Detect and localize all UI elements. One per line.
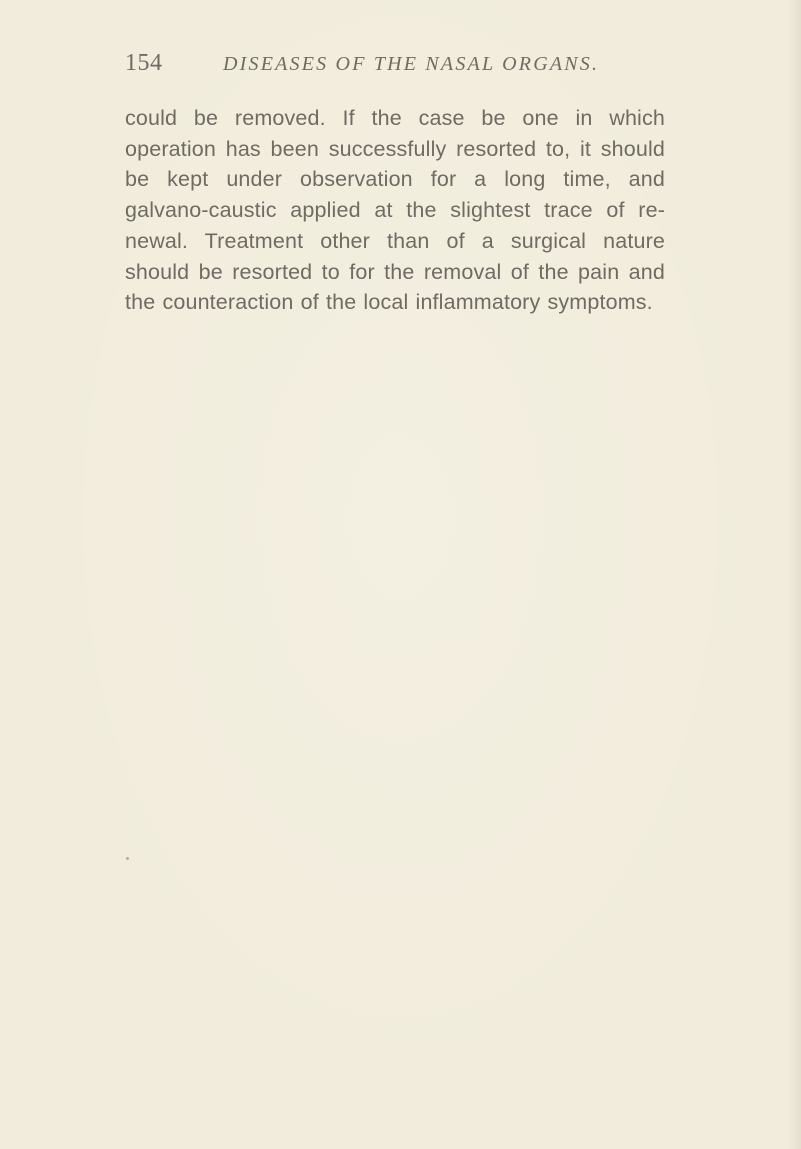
body-paragraph: could be removed. If the case be one in which operation has been successfully resorted to, it should be kept under observation for a long time, and galvano-caustic applied at the slightest trace of re-newal. Treatment other than of a surgical nature should be resorted to for the removal of the pain and the counteraction of the local inflammatory symptoms. [125, 106, 665, 315]
page-number: 154 [125, 50, 163, 76]
page-edge-shadow [787, 0, 801, 1149]
running-head [125, 48, 665, 78]
paper-speck [126, 857, 129, 860]
running-title: DISEASES OF THE NASAL ORGANS. [223, 53, 600, 75]
